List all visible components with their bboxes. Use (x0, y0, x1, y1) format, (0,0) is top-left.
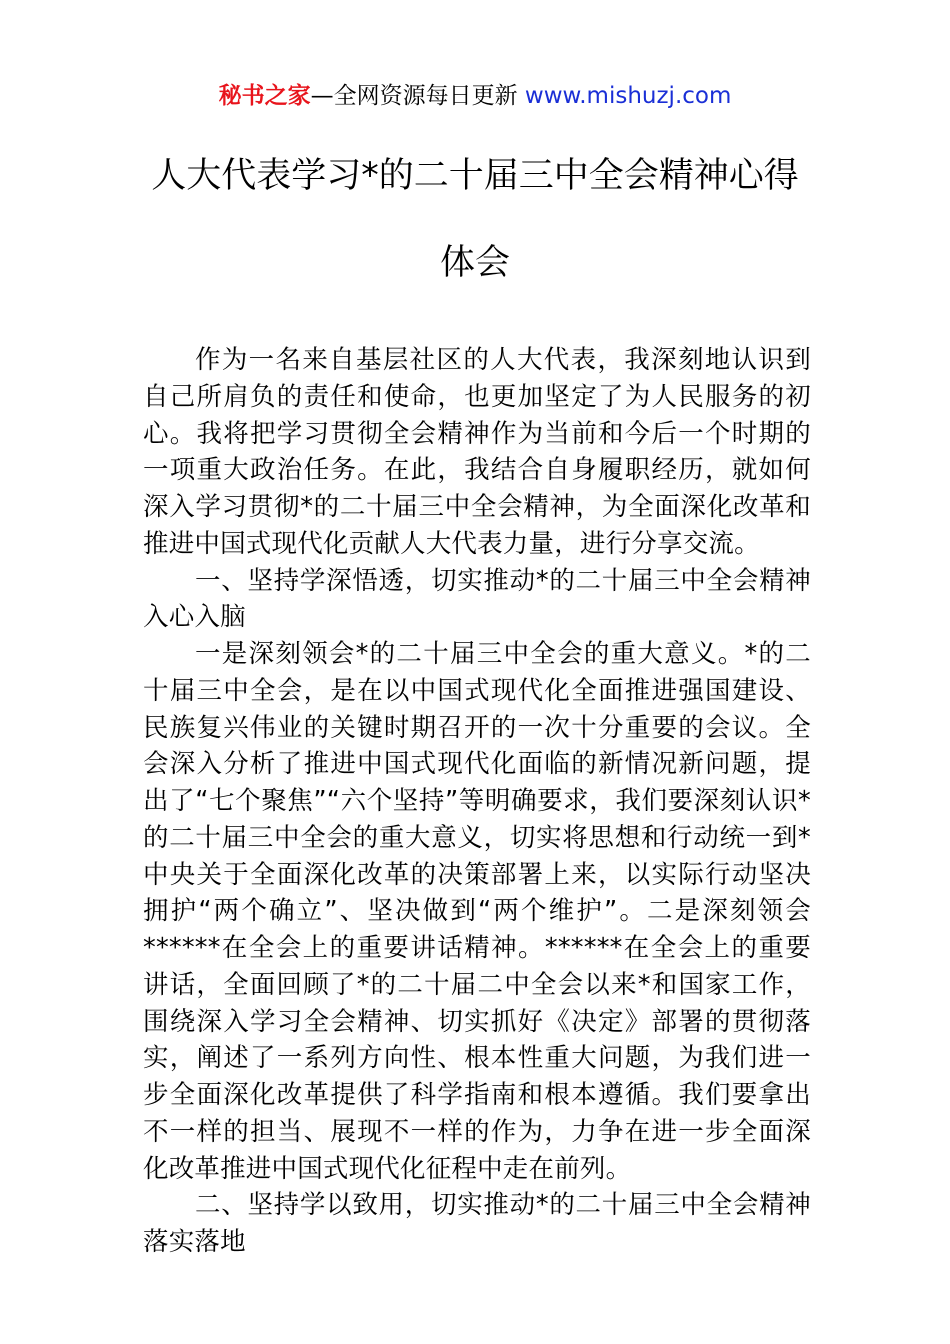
site-brand: 秘书之家 (218, 83, 311, 109)
document-title (140, 152, 810, 326)
site-url-link[interactable]: www.mishuzj.com (524, 83, 732, 109)
intro-paragraph: 作为一名来自基层社区的人大代表，我深刻地认识到自己所肩负的责任和使命，也更加坚定了为人民服务的初心。我将把学习贯彻全会精神作为当前和今后一个时期的一项重大政治任务。在此，我结合自身履职经历，就如何深入学习贯彻*的二十届三中全会精神，为全面深化改革和推进中国式现代化贡献人大代表力量，进行分享交流。 (143, 345, 811, 559)
document-title-line-1: 人大代表学习*的二十届三中全会精神心得 (151, 156, 799, 196)
site-header (0, 80, 950, 112)
section-1-paragraph: 一是深刻领会*的二十届三中全会的重大意义。*的二十届三中全会，是在以中国式现代化全面推进强国建设、民族复兴伟业的关键时期召开的一次十分重要的会议。全会深入分析了推进中国式现代化面临的新情况新问题，提出了“七个聚焦”“六个坚持”等明确要求，我们要深刻认识*的二十届三中全会的重大意义，切实将思想和行动统一到*中央关于全面深化改革的决策部署上来，以实际行动坚决拥护“两个确立”、坚决做到“两个维护”。二是深刻领会******在全会上的重要讲话精神。******在全会上的重要讲话，全面回顾了*的二十届二中全会以来*和国家工作，围绕深入学习全会精神、切实抓好《决定》部署的贯彻落实，阐述了一系列方向性、根本性重大问题，为我们进一步全面深化改革提供了科学指南和根本遵循。我们要拿出不一样的担当、展现不一样的作为，力争在进一步全面深化改革推进中国式现代化征程中走在前列。 (143, 639, 811, 1184)
site-tagline: —全网资源每日更新 (310, 83, 525, 109)
document-title-line-2: 体会 (439, 243, 510, 283)
section-heading-1: 一、坚持学深悟透，切实推动*的二十届三中全会精神入心入脑 (143, 565, 811, 633)
section-heading-2: 二、坚持学以致用，切实推动*的二十届三中全会精神落实落地 (143, 1190, 811, 1257)
document-body (143, 342, 811, 1261)
